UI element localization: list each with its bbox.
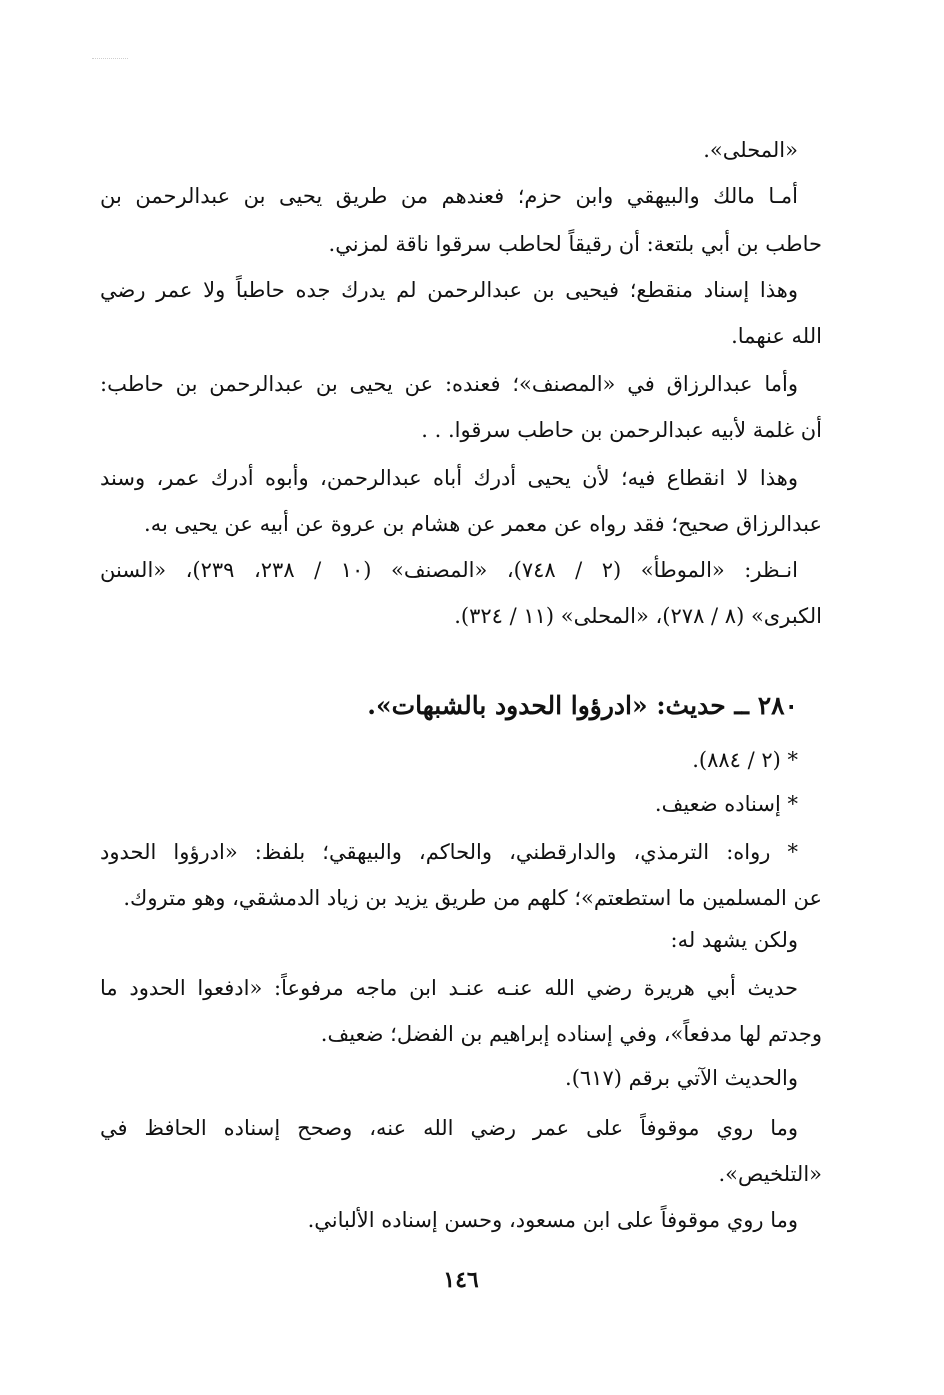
text-line: والحديث الآتي برقم (٦١٧).: [565, 1066, 798, 1090]
text-line: أمـا مالك والبيهقي وابن حزم؛ فعندهم من طريق يحيى بن عبدالرحمن بن: [100, 184, 798, 208]
text-line: وما روي موقوفاً على ابن مسعود، وحسن إسناده الألباني.: [307, 1208, 798, 1232]
text-line: ولكن يشهد له:: [670, 928, 798, 952]
text-line: حديث أبي هريرة رضي الله عنـه عنـد ابن ماجه مرفوعاً: «ادفعوا الحدود ما: [100, 976, 798, 1000]
text-line: أن غلمة لأبيه عبدالرحمن بن حاطب سرقوا. . .: [421, 418, 822, 442]
text-line: «المحلى».: [703, 138, 798, 162]
text-line: وما روي موقوفاً على عمر رضي الله عنه، وصحح إسناده الحافظ في: [100, 1116, 798, 1140]
document-page: [100, 0, 822, 1395]
section-heading: ٢٨٠ ــ حديث: «ادرؤوا الحدود بالشبهات».: [367, 691, 798, 720]
text-line: حاطب بن أبي بلتعة: أن رقيقاً لحاطب سرقوا ناقة لمزني.: [328, 232, 822, 256]
text-line: انـظر: «الموطأ» (٢ / ٧٤٨)، «المصنف» (١٠ / ٢٣٨، ٢٣٩)، «السنن: [100, 558, 798, 582]
text-line: وهذا لا انقطاع فيه؛ لأن يحيى أدرك أباه عبدالرحمن، وأبوه أدرك عمر، وسند: [100, 466, 798, 490]
text-line: * (٢ / ٨٨٤).: [692, 748, 798, 772]
text-line: «التلخيص».: [718, 1162, 822, 1186]
text-line: وأما عبدالرزاق في «المصنف»؛ فعنده: عن يحيى بن عبدالرحمن بن حاطب:: [100, 372, 798, 396]
page-number: ١٤٦: [443, 1267, 479, 1293]
text-line: * رواه: الترمذي، والدارقطني، والحاكم، والبيهقي؛ بلفظ: «ادرؤوا الحدود: [100, 840, 798, 864]
text-line: عن المسلمين ما استطعتم»؛ كلهم من طريق يزيد بن زياد الدمشقي، وهو متروك.: [123, 886, 822, 910]
text-line: الله عنهما.: [731, 324, 822, 348]
text-line: * إسناده ضعيف.: [654, 792, 798, 816]
text-line: الكبرى» (٨ / ٢٧٨)، «المحلى» (١١ / ٣٢٤).: [454, 604, 822, 628]
text-line: عبدالرزاق صحيح؛ فقد رواه عن معمر عن هشام بن عروة عن أبيه عن يحيى به.: [144, 512, 822, 536]
text-line: وهذا إسناد منقطع؛ فيحيى بن عبدالرحمن لم يدرك جده حاطباً ولا عمر رضي: [100, 278, 798, 302]
text-line: وجدتم لها مدفعاً»، وفي إسناده إبراهيم بن الفضل؛ ضعيف.: [320, 1022, 822, 1046]
